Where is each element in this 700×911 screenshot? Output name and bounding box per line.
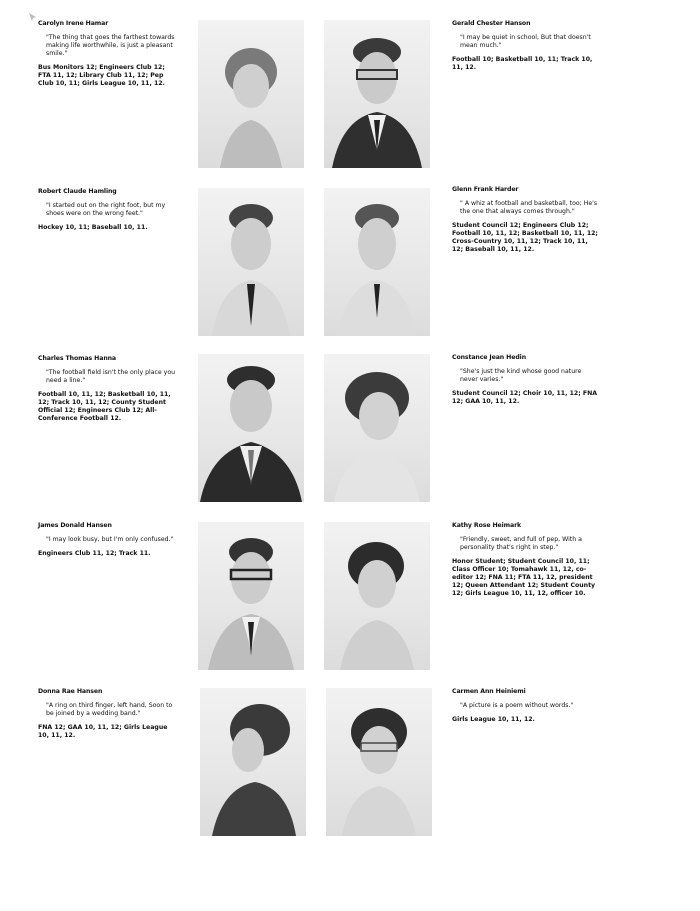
senior-entry-right xyxy=(452,354,600,406)
senior-name: Robert Claude Hamling xyxy=(38,188,117,195)
senior-quote: "The football field isn't the only place you need a line." xyxy=(46,369,176,384)
senior-activities: Engineers Club 11, 12; Track 11. xyxy=(38,550,151,557)
senior-name: Gerald Chester Hanson xyxy=(452,20,531,27)
senior-activities: Hockey 10, 11; Baseball 10, 11. xyxy=(38,224,148,231)
senior-quote: "A ring on third finger, left hand, Soon to be joined by a wedding band." xyxy=(46,702,173,717)
senior-portrait-female xyxy=(198,20,304,168)
senior-name: Constance Jean Hedin xyxy=(452,354,526,361)
senior-activities: Football 10; Basketball 10, 11; Track 10, 11, 12. xyxy=(452,56,593,71)
senior-entry-left xyxy=(38,20,178,88)
senior-quote: " A whiz at football and basketball, too; He's the one that always comes through." xyxy=(460,200,598,215)
senior-entry-left xyxy=(38,355,178,423)
senior-quote: "I started out on the right foot, but my shoes were on the wrong feet." xyxy=(46,202,166,217)
senior-entry-right xyxy=(452,20,600,72)
senior-entry-right xyxy=(452,522,600,598)
senior-portrait-male xyxy=(324,188,430,336)
senior-portrait-female xyxy=(200,688,306,836)
senior-portrait-male xyxy=(324,20,430,168)
senior-portrait-male xyxy=(198,354,304,502)
scan-mark-icon xyxy=(28,12,38,22)
senior-quote: "A picture is a poem without words." xyxy=(460,702,574,709)
senior-portrait-female xyxy=(324,354,430,502)
senior-activities: Student Council 12; Choir 10, 11, 12; FNA 12; GAA 10, 11, 12. xyxy=(452,390,598,405)
senior-name: Donna Rae Hansen xyxy=(38,688,103,695)
senior-name: Charles Thomas Hanna xyxy=(38,355,117,362)
senior-activities: Football 10, 11, 12; Basketball 10, 11, 12; Track 10, 11, 12; County Student Official 12; Engineers Club 12; All-Conference Football 12. xyxy=(38,391,171,422)
senior-name: James Donald Hansen xyxy=(38,522,112,529)
senior-quote: "Friendly, sweet, and full of pep, With a personality that's right in step." xyxy=(460,536,582,551)
senior-activities: Honor Student; Student Council 10, 11; Class Officer 10; Tomahawk 11, 12, co-editor 12; FNA 11; FTA 11, 12, president 12; Queen Attendant 12; Student County 12; Girls League 10, 11, 12, officer 10. xyxy=(452,558,596,597)
senior-name: Glenn Frank Harder xyxy=(452,186,519,193)
senior-portrait-female xyxy=(326,688,432,836)
senior-activities: Student Council 12; Engineers Club 12; Football 10, 11, 12; Basketball 10, 11, 12; Cross-Country 10, 11, 12; Track 10, 11, 12; Baseball 10, 11, 12. xyxy=(452,222,598,253)
senior-quote: "I may be quiet in school, But that doesn't mean much." xyxy=(460,34,591,49)
senior-entry-right xyxy=(452,688,600,724)
senior-name: Kathy Rose Heimark xyxy=(452,522,522,529)
senior-name: Carmen Ann Heiniemi xyxy=(452,688,526,695)
senior-quote: "She's just the kind whose good nature never varies." xyxy=(460,368,582,383)
senior-portrait-male xyxy=(198,522,304,670)
senior-activities: Bus Monitors 12; Engineers Club 12; FTA 11, 12; Library Club 11, 12; Pep Club 10, 11; Girls League 10, 11, 12. xyxy=(38,64,165,87)
senior-portrait-female xyxy=(324,522,430,670)
senior-activities: Girls League 10, 11, 12. xyxy=(452,716,535,723)
senior-portrait-male xyxy=(198,188,304,336)
senior-entry-left xyxy=(38,688,178,740)
senior-quote: "I may look busy, but I'm only confused." xyxy=(46,536,174,543)
senior-entry-right xyxy=(452,186,600,254)
senior-quote: "The thing that goes the farthest towards making life worthwhile, is just a pleasant smile." xyxy=(46,34,175,57)
senior-name: Carolyn Irene Hamar xyxy=(38,20,109,27)
senior-entry-left xyxy=(38,188,178,232)
senior-activities: FNA 12; GAA 10, 11, 12; Girls League 10, 11, 12. xyxy=(38,724,168,739)
senior-entry-left xyxy=(38,522,178,558)
